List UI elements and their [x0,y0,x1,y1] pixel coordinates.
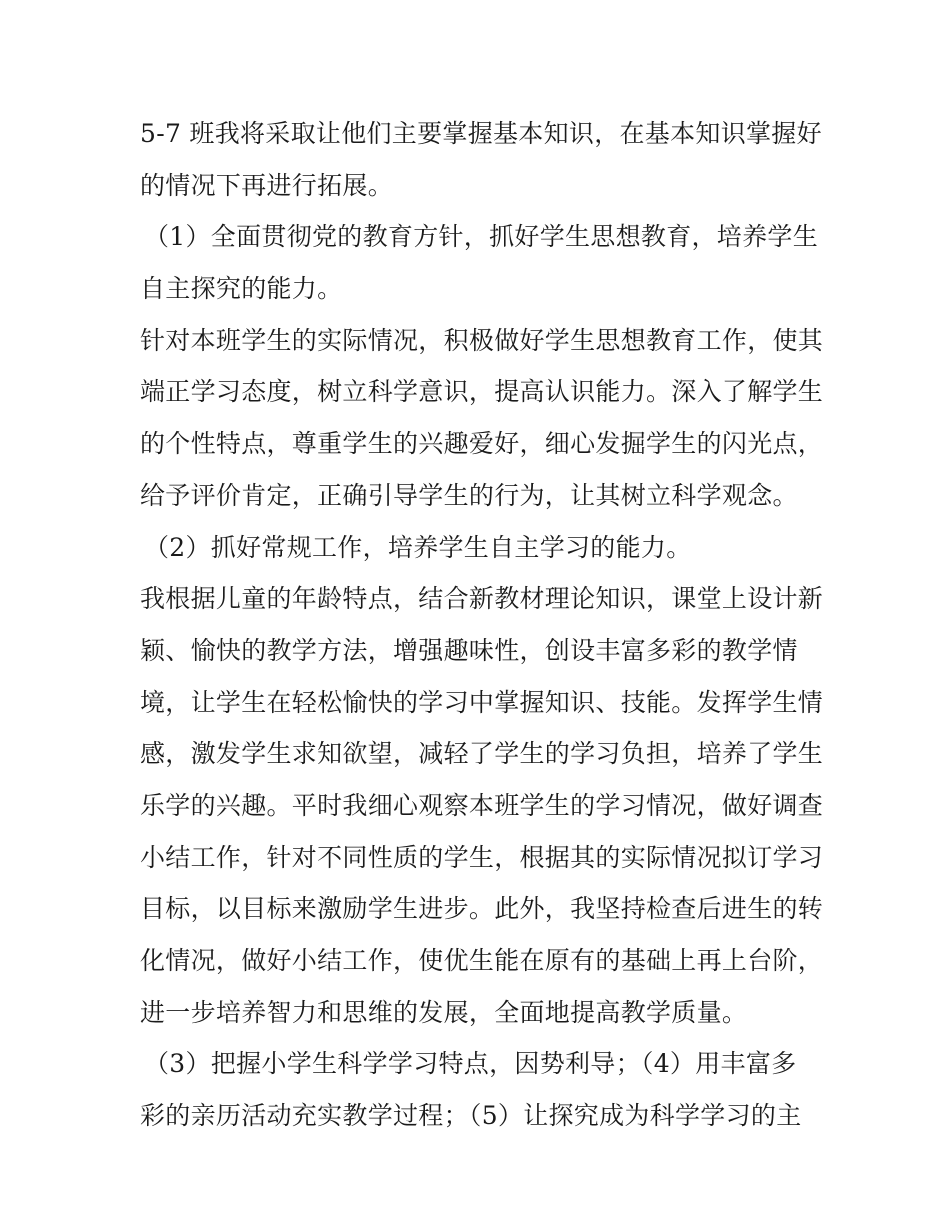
document-body [140,108,824,1142]
text-line: 化情况，做好小结工作，使优生能在原有的基础上再上台阶， [140,946,824,975]
text-line: 颖、愉快的教学方法，增强趣味性，创设丰富多彩的教学情 [140,635,798,665]
text-line: 的情况下再进行拓展。 [140,170,394,200]
section-heading-2: （2）抓好常规工作，培养学生自主学习的能力。 [144,532,692,562]
text-line: 彩的亲历活动充实教学过程；（5）让探究成为科学学习的主 [140,1101,802,1131]
text-line: 的个性特点，尊重学生的兴趣爱好，细心发掘学生的闪光点， [140,429,824,459]
text-line: 自主探究的能力。 [140,274,343,304]
text-line: 给予评价肯定，正确引导学生的行为，让其树立科学观念。 [140,480,798,510]
text-line: 小结工作，针对不同性质的学生，根据其的实际情况拟订学习 [140,842,824,872]
text-line: 我根据儿童的年龄特点，结合新教材理论知识，课堂上设计新 [140,584,824,614]
text-line: 境，让学生在轻松愉快的学习中掌握知识、技能。发挥学生情 [140,687,824,717]
text-line: 进一步培养智力和思维的发展，全面地提高教学质量。 [140,997,748,1027]
text-line: 5-7 班我将采取让他们主要掌握基本知识，在基本知识掌握好 [140,119,822,148]
text-line: 感，激发学生求知欲望，减轻了学生的学习负担，培养了学生 [140,739,824,769]
section-heading-3: （3）把握小学生科学学习特点，因势利导；（4）用丰富多 [144,1049,797,1079]
text-line: 针对本班学生的实际情况，积极做好学生思想教育工作，使其 [140,325,824,355]
text-line: 乐学的兴趣。平时我细心观察本班学生的学习情况，做好调查 [140,790,824,820]
text-line: 目标，以目标来激励学生进步。此外，我坚持检查后进生的转 [140,894,824,924]
text-line: 端正学习态度，树立科学意识，提高认识能力。深入了解学生 [140,377,824,407]
section-heading-1: （1）全面贯彻党的教育方针，抓好学生思想教育，培养学生 [144,222,819,252]
